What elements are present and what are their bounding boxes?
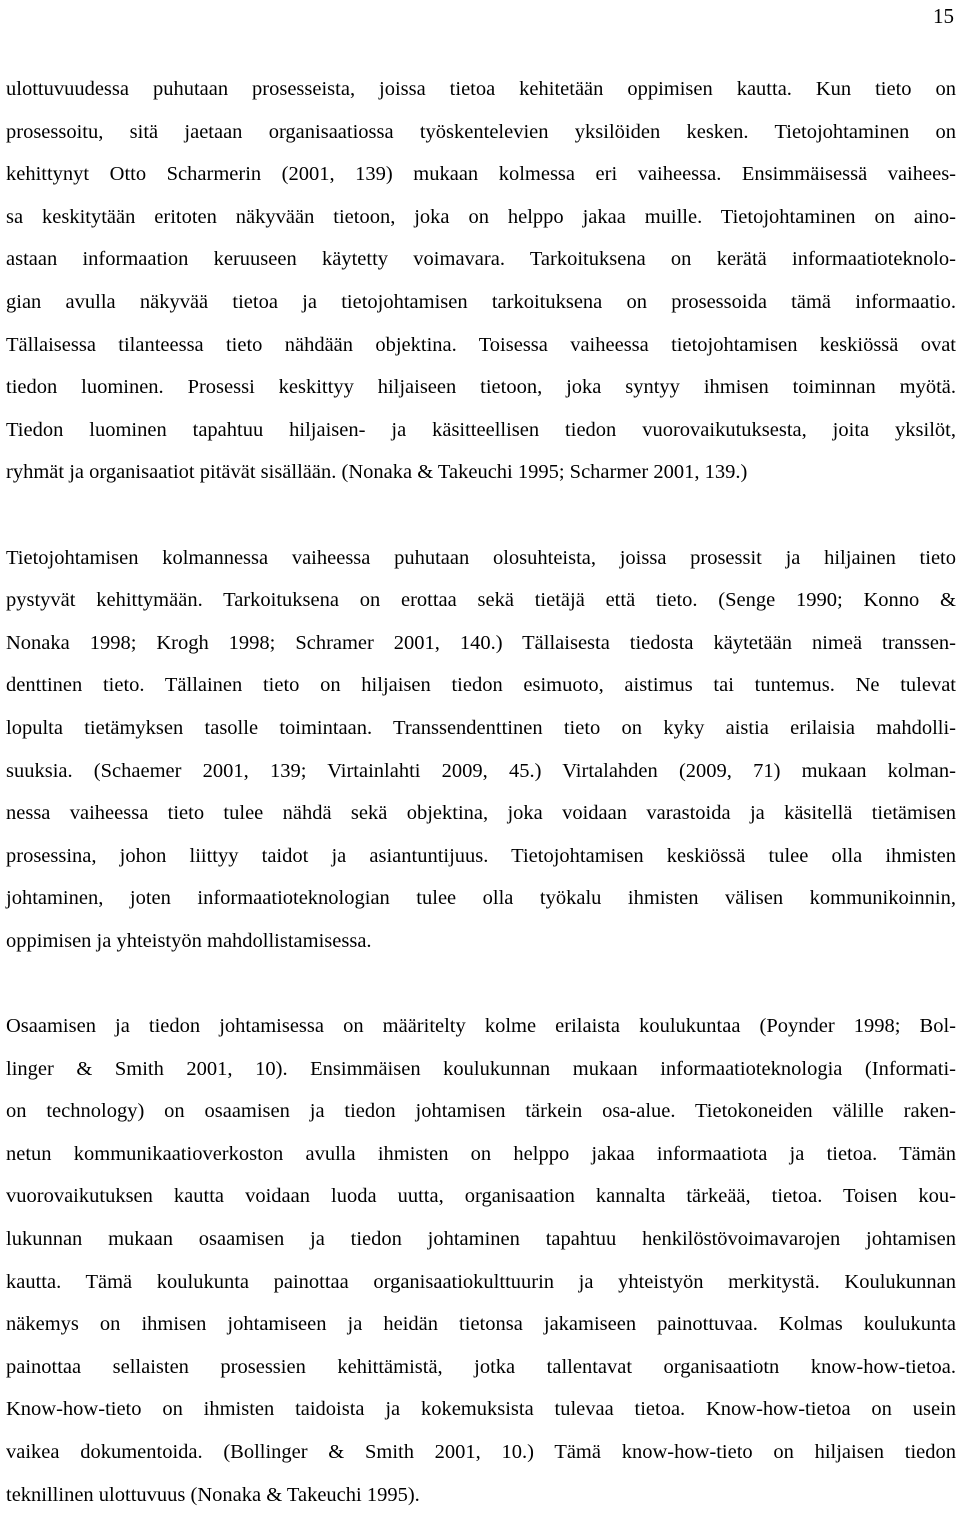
text-line: Know-how-tieto on ihmisten taidoista ja kokemuksista tulevaa tietoa. Know-how-tietoa on usein: [6, 1398, 956, 1421]
text-line: näkemys on ihmisen johtamiseen ja heidän tietonsa jakamiseen painottuvaa. Kolmas koulukunta: [6, 1313, 956, 1336]
paragraph-spacer: [6, 962, 956, 1005]
page-number: 15: [933, 4, 954, 28]
text-line: on technology) on osaamisen ja tiedon johtamisen tärkein osa-alue. Tietokoneiden välille raken-: [6, 1100, 956, 1123]
text-line: painottaa sellaisten prosessien kehittämistä, jotka tallentavat organisaatiotn know-how-tietoa.: [6, 1355, 956, 1378]
paragraph-3: [6, 1005, 956, 1516]
paragraph-2: [6, 537, 956, 963]
text-line: oppimisen ja yhteistyön mahdollistamisessa.: [6, 929, 372, 952]
text-line: Nonaka 1998; Krogh 1998; Schramer 2001, 140.) Tällaisesta tiedosta käytetään nimeä transsen-: [6, 631, 956, 654]
text-line: vaikea dokumentoida. (Bollinger & Smith 2001, 10.) Tämä know-how-tieto on hiljaisen tiedon: [6, 1441, 956, 1463]
text-line: astaan informaation keruuseen käytetty voimavara. Tarkoituksena on kerätä informaatioteknolo-: [6, 248, 956, 271]
paragraph-spacer: [6, 494, 956, 537]
text-line: Tällaisessa tilanteessa tieto nähdään objektina. Toisessa vaiheessa tietojohtamisen keskiössä ovat: [6, 333, 956, 356]
text-line: sa keskitytään eritoten näkyvään tietoon, joka on helppo jakaa muille. Tietojohtaminen on aino-: [6, 205, 956, 228]
text-line: ryhmät ja organisaatiot pitävät sisällään. (Nonaka & Takeuchi 1995; Scharmer 2001, 139.): [6, 461, 748, 484]
text-line: suuksia. (Schaemer 2001, 139; Virtainlahti 2009, 45.) Virtalahden (2009, 71) mukaan kolman-: [6, 759, 956, 782]
text-line: lopulta tietämyksen tasolle toimintaan. Transsendenttinen tieto on kyky aistia erilaisia mahdolli-: [6, 716, 956, 739]
text-line: Osaamisen ja tiedon johtamisessa on määritelty kolme erilaista koulukuntaa (Poynder 1998; Bol-: [6, 1015, 956, 1038]
text-line: nessa vaiheessa tieto tulee nähdä sekä objektina, joka voidaan varastoida ja käsitellä tietämisen: [6, 802, 956, 825]
paragraph-1: [6, 68, 956, 494]
text-line: kehittynyt Otto Scharmerin (2001, 139) mukaan kolmessa eri vaiheessa. Ensimmäisessä vaihees-: [6, 163, 956, 186]
text-line: teknillinen ulottuvuus (Nonaka & Takeuchi 1995).: [6, 1483, 420, 1506]
text-line: Tiedon luominen tapahtuu hiljaisen- ja käsitteellisen tiedon vuorovaikutuksesta, joita yksilöt,: [6, 418, 956, 441]
document-body: [6, 68, 956, 1516]
text-line: prosessoitu, sitä jaetaan organisaatiossa työskentelevien yksilöiden kesken. Tietojohtaminen on: [6, 120, 956, 143]
text-line: netun kommunikaatioverkoston avulla ihmisten on helppo jakaa informaatiota ja tietoa. Tämän: [6, 1142, 956, 1165]
text-line: tiedon luominen. Prosessi keskittyy hiljaiseen tietoon, joka syntyy ihmisen toiminnan myötä.: [6, 376, 956, 399]
text-line: vuorovaikutuksen kautta voidaan luoda uutta, organisaation kannalta tärkeää, tietoa. Toisen kou-: [6, 1185, 956, 1208]
text-line: ulottuvuudessa puhutaan prosesseista, joissa tietoa kehitetään oppimisen kautta. Kun tieto on: [6, 78, 956, 100]
text-line: denttinen tieto. Tällainen tieto on hiljaisen tiedon esimuoto, aistimus tai tuntemus. Ne tulevat: [6, 674, 956, 697]
text-line: gian avulla näkyvää tietoa ja tietojohtamisen tarkoituksena on prosessoida tämä informaatio.: [6, 290, 956, 313]
text-line: linger & Smith 2001, 10). Ensimmäisen koulukunnan mukaan informaatioteknologia (Informati-: [6, 1057, 956, 1080]
text-line: lukunnan mukaan osaamisen ja tiedon johtaminen tapahtuu henkilöstövoimavarojen johtamisen: [6, 1228, 956, 1251]
text-line: kautta. Tämä koulukunta painottaa organisaatiokulttuurin ja yhteistyön merkitystä. Koulukunnan: [6, 1270, 956, 1293]
text-line: pystyvät kehittymään. Tarkoituksena on erottaa sekä tietäjä että tieto. (Senge 1990; Konno &: [6, 589, 956, 612]
text-line: Tietojohtamisen kolmannessa vaiheessa puhutaan olosuhteista, joissa prosessit ja hiljainen tieto: [6, 546, 956, 569]
text-line: johtaminen, joten informaatioteknologian tulee olla työkalu ihmisten välisen kommunikoinnin,: [6, 887, 956, 910]
text-line: prosessina, johon liittyy taidot ja asiantuntijuus. Tietojohtamisen keskiössä tulee olla ihmisten: [6, 844, 956, 867]
